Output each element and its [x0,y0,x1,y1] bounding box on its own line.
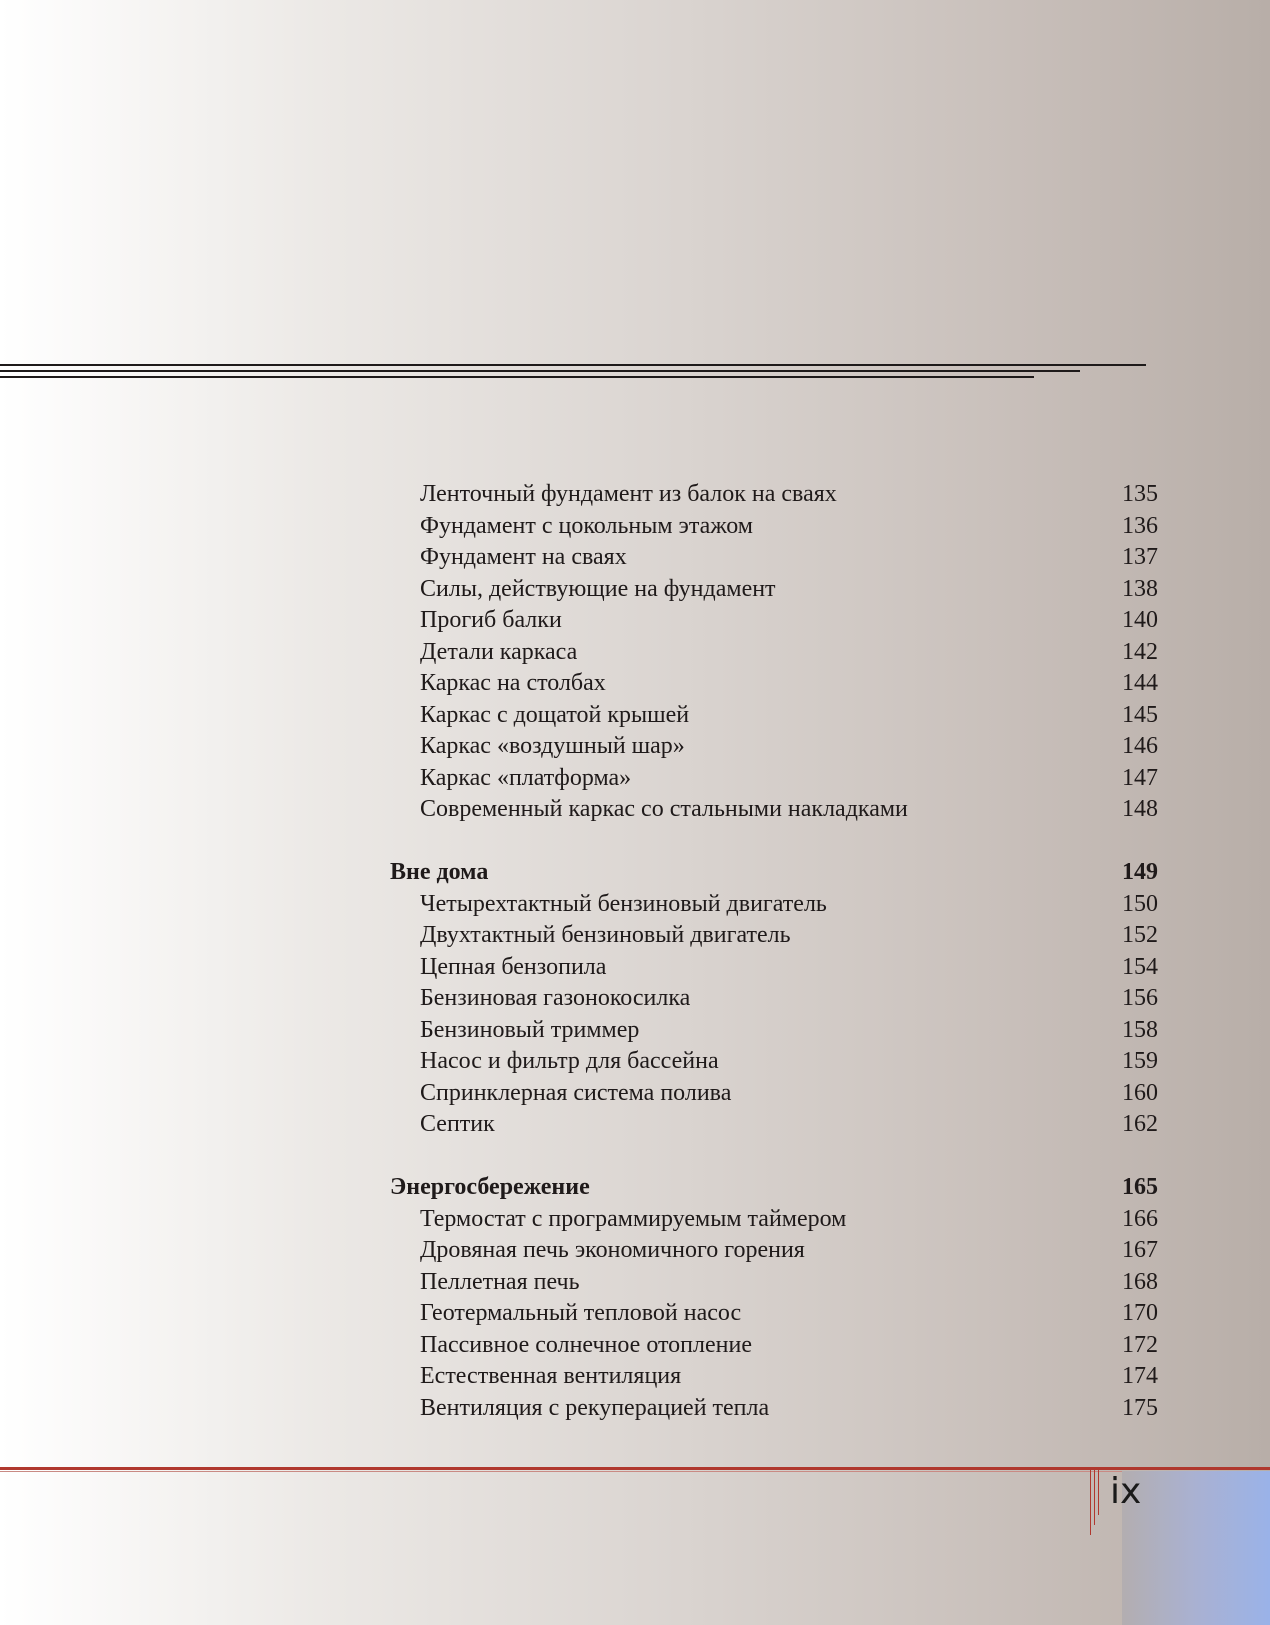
toc-entry-page: 146 [1122,733,1158,759]
toc-entry [390,479,1158,511]
toc-entry-page: 160 [1122,1079,1158,1106]
toc-entry-page: 144 [1122,670,1158,696]
toc-entry [390,511,1158,543]
toc-entry [390,668,1158,700]
toc-entry-page: 174 [1122,1363,1158,1389]
toc-entry-page: 150 [1122,890,1158,917]
toc-section-heading-page: 165 [1122,1174,1158,1200]
toc-entry [390,1109,1158,1141]
footer-vbar-2 [1094,1467,1095,1525]
toc-entry-page: 170 [1122,1300,1158,1326]
toc-entry-title: Детали каркаса [420,638,578,665]
toc-entry [390,542,1158,574]
toc-entry [390,1235,1158,1267]
toc-entry-title: Септик [420,1111,495,1137]
toc-entry [390,574,1158,606]
toc-entry-title: Двухтактный бензиновый двигатель [420,922,791,948]
toc-entry [390,794,1158,826]
toc-entry-title: Силы, действующие на фундамент [420,575,776,602]
toc-entry-page: 162 [1122,1111,1158,1137]
toc-entry [390,920,1158,952]
toc-entry [390,1015,1158,1047]
toc-entry-page: 158 [1122,1016,1158,1043]
toc-entry-title: Каркас на столбах [420,670,606,696]
toc-spacer [390,826,1158,858]
toc-entry-page: 154 [1122,953,1158,980]
toc-entry [390,763,1158,795]
toc-entry-title: Цепная бензопила [420,953,607,980]
toc-entry-page: 172 [1122,1331,1158,1358]
toc-entry-page: 159 [1122,1048,1158,1074]
table-of-contents [390,479,1158,1424]
toc-entry-page: 140 [1122,607,1158,633]
toc-entry-title: Дровяная печь экономичного горения [420,1237,805,1263]
toc-entry-title: Естественная вентиляция [420,1363,682,1389]
toc-entry-page: 168 [1122,1268,1158,1295]
toc-entry-title: Каркас с дощатой крышей [420,701,690,728]
toc-entry-page: 167 [1122,1237,1158,1263]
toc-entry-page: 137 [1122,544,1158,570]
toc-entry-title: Каркас «платформа» [420,764,632,791]
header-rule-3 [0,376,1034,378]
toc-entry [390,889,1158,921]
toc-entry [390,605,1158,637]
header-rule-1 [0,364,1146,366]
toc-entry-page: 138 [1122,575,1158,602]
toc-section-heading-title: Энергосбережение [390,1174,590,1200]
toc-entry-title: Фундамент на сваях [420,544,627,570]
toc-entry [390,1046,1158,1078]
toc-entry-title: Ленточный фундамент из балок на сваях [420,481,837,507]
toc-entry [390,637,1158,669]
toc-entry-title: Вентиляция с рекуперацией тепла [420,1394,770,1421]
toc-entry [390,952,1158,984]
toc-entry-title: Четырехтактный бензиновый двигатель [420,890,827,917]
header-rule-2 [0,370,1080,372]
toc-entry-page: 147 [1122,764,1158,791]
toc-entry-title: Фундамент с цокольным этажом [420,512,753,539]
toc-entry [390,1330,1158,1362]
toc-entry-page: 166 [1122,1205,1158,1232]
toc-entry [390,731,1158,763]
toc-entry-page: 136 [1122,512,1158,539]
toc-spacer [390,1141,1158,1173]
toc-section-heading [390,1172,1158,1204]
toc-entry [390,700,1158,732]
toc-entry-title: Современный каркас со стальными накладками [420,796,908,822]
toc-entry-page: 145 [1122,701,1158,728]
toc-entry-title: Прогиб балки [420,607,562,633]
footer-rule-thin [0,1471,1270,1472]
toc-entry-title: Пеллетная печь [420,1268,580,1295]
toc-entry-page: 175 [1122,1394,1158,1421]
toc-entry-title: Термостат с программируемым таймером [420,1205,847,1232]
toc-entry-page: 152 [1122,922,1158,948]
toc-entry [390,1078,1158,1110]
toc-section-heading-page: 149 [1122,859,1158,885]
toc-entry-title: Бензиновая газонокосилка [420,985,691,1011]
toc-entry [390,1204,1158,1236]
toc-entry-title: Пассивное солнечное отопление [420,1331,752,1358]
toc-entry-page: 156 [1122,985,1158,1011]
footer-rule [0,1467,1270,1470]
footer-vbar-1 [1090,1467,1091,1535]
footer-vbar-3 [1098,1467,1099,1515]
toc-entry [390,1393,1158,1425]
toc-entry-title: Спринклерная система полива [420,1079,732,1106]
toc-entry-page: 142 [1122,638,1158,665]
corner-accent [1122,1471,1270,1625]
toc-entry-title: Насос и фильтр для бассейна [420,1048,719,1074]
toc-entry [390,1267,1158,1299]
page-number: ix [1110,1471,1142,1512]
toc-entry [390,983,1158,1015]
toc-entry-page: 148 [1122,796,1158,822]
toc-entry [390,1361,1158,1393]
toc-entry-page: 135 [1122,481,1158,507]
toc-section-heading-title: Вне дома [390,859,489,885]
toc-entry [390,1298,1158,1330]
toc-section-heading [390,857,1158,889]
toc-entry-title: Геотермальный тепловой насос [420,1300,742,1326]
toc-entry-title: Каркас «воздушный шар» [420,733,685,759]
toc-entry-title: Бензиновый триммер [420,1016,640,1043]
header-rules [0,0,1270,400]
